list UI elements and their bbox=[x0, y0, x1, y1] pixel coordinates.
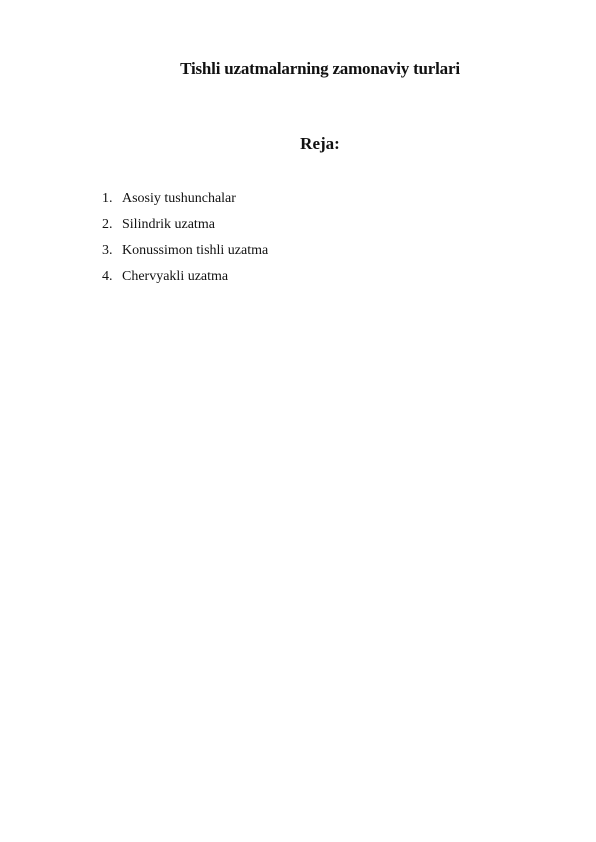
plan-list bbox=[102, 186, 268, 290]
list-item bbox=[102, 186, 268, 212]
list-item-text: Silindrik uzatma bbox=[122, 217, 215, 232]
list-item-number: 4. bbox=[102, 269, 113, 284]
document-title: Tishli uzatmalarning zamonaviy turlari bbox=[180, 59, 460, 78]
list-item bbox=[102, 264, 268, 290]
plan-heading: Reja: bbox=[300, 134, 340, 153]
list-item-text: Chervyakli uzatma bbox=[122, 269, 229, 284]
list-item-number: 3. bbox=[102, 243, 113, 258]
list-item bbox=[102, 212, 268, 238]
list-item-number: 2. bbox=[102, 217, 113, 232]
list-item-text: Konussimon tishli uzatma bbox=[122, 243, 269, 258]
list-item-number: 1. bbox=[102, 191, 113, 206]
list-item bbox=[102, 238, 268, 264]
list-item-text: Asosiy tushunchalar bbox=[122, 191, 236, 206]
